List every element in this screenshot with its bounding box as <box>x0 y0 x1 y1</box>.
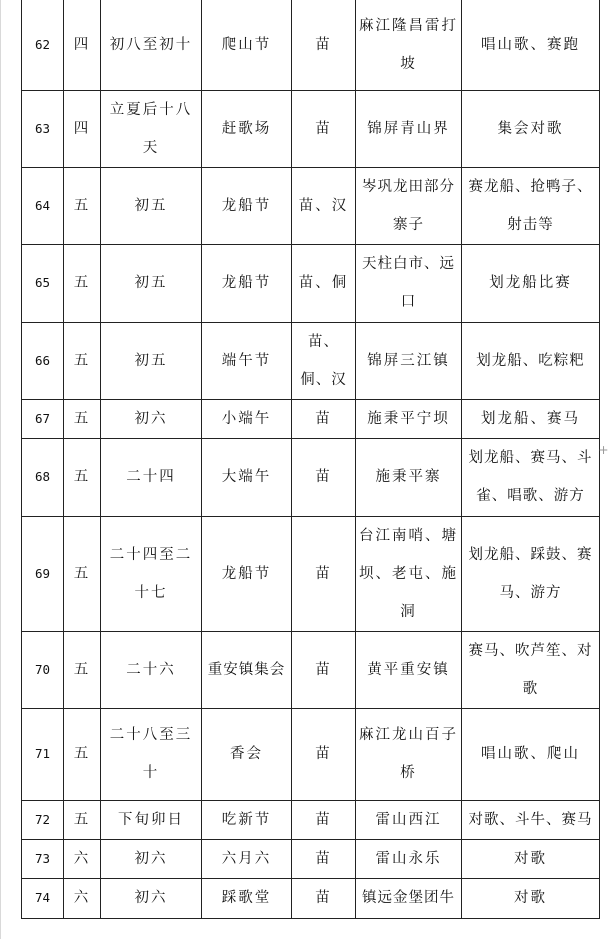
month-cell: 六 <box>64 878 101 918</box>
activity-cell: 划龙船、踩鼓、赛马、游方 <box>462 516 600 631</box>
date-cell: 初六 <box>101 878 202 918</box>
table-row <box>22 631 600 708</box>
festival-cell: 龙船节 <box>202 244 292 322</box>
row-number: 62 <box>22 0 64 90</box>
row-number: 71 <box>22 708 64 800</box>
ethnic-cell: 苗、汉 <box>292 167 356 244</box>
row-number: 67 <box>22 399 64 438</box>
place-cell: 麻江隆昌雷打坡 <box>356 0 462 90</box>
table-row <box>22 244 600 322</box>
activity-cell: 对歌 <box>462 878 600 918</box>
festival-cell: 爬山节 <box>202 0 292 90</box>
place-cell: 施秉平寨 <box>356 438 462 516</box>
month-cell: 五 <box>64 438 101 516</box>
ethnic-cell: 苗 <box>292 516 356 631</box>
table-row <box>22 322 600 399</box>
ethnic-cell: 苗 <box>292 438 356 516</box>
ethnic-cell: 苗 <box>292 0 356 90</box>
place-cell: 锦屏三江镇 <box>356 322 462 399</box>
date-cell: 立夏后十八天 <box>101 90 202 167</box>
date-cell: 二十六 <box>101 631 202 708</box>
date-cell: 初六 <box>101 839 202 878</box>
row-number: 65 <box>22 244 64 322</box>
month-cell: 五 <box>64 399 101 438</box>
activity-cell: 划龙船、吃粽粑 <box>462 322 600 399</box>
date-cell: 二十四至二十七 <box>101 516 202 631</box>
festival-cell: 香会 <box>202 708 292 800</box>
festival-cell: 踩歌堂 <box>202 878 292 918</box>
date-cell: 二十八至三十 <box>101 708 202 800</box>
table-row <box>22 438 600 516</box>
place-cell: 镇远金堡团牛 <box>356 878 462 918</box>
activity-cell: 唱山歌、赛跑 <box>462 0 600 90</box>
row-number: 74 <box>22 878 64 918</box>
month-cell: 五 <box>64 244 101 322</box>
date-cell: 初八至初十 <box>101 0 202 90</box>
activity-cell: 赛马、吹芦笙、对歌 <box>462 631 600 708</box>
table-row <box>22 878 600 918</box>
table-row <box>22 399 600 438</box>
festival-cell: 龙船节 <box>202 167 292 244</box>
table-row <box>22 167 600 244</box>
place-cell: 台江南哨、塘坝、老屯、施洞 <box>356 516 462 631</box>
activity-cell: 对歌、斗牛、赛马 <box>462 800 600 839</box>
row-number: 69 <box>22 516 64 631</box>
place-cell: 雷山西江 <box>356 800 462 839</box>
page-left-edge <box>0 0 1 939</box>
activity-cell: 集会对歌 <box>462 90 600 167</box>
table-add-column-handle[interactable]: + <box>598 443 609 457</box>
place-cell: 麻江龙山百子桥 <box>356 708 462 800</box>
place-cell: 黄平重安镇 <box>356 631 462 708</box>
date-cell: 下旬卯日 <box>101 800 202 839</box>
place-cell: 岑巩龙田部分寨子 <box>356 167 462 244</box>
festival-table <box>21 0 600 919</box>
activity-cell: 唱山歌、爬山 <box>462 708 600 800</box>
ethnic-cell: 苗 <box>292 399 356 438</box>
festival-cell: 龙船节 <box>202 516 292 631</box>
month-cell: 四 <box>64 90 101 167</box>
month-cell: 五 <box>64 800 101 839</box>
month-cell: 六 <box>64 839 101 878</box>
place-cell: 锦屏青山界 <box>356 90 462 167</box>
row-number: 66 <box>22 322 64 399</box>
ethnic-cell: 苗、侗、汉 <box>292 322 356 399</box>
activity-cell: 对歌 <box>462 839 600 878</box>
date-cell: 初五 <box>101 244 202 322</box>
table-row <box>22 800 600 839</box>
activity-cell: 划龙船、赛马 <box>462 399 600 438</box>
place-cell: 施秉平宁坝 <box>356 399 462 438</box>
month-cell: 五 <box>64 516 101 631</box>
place-cell: 天柱白市、远口 <box>356 244 462 322</box>
festival-cell: 端午节 <box>202 322 292 399</box>
date-cell: 初五 <box>101 322 202 399</box>
festival-cell: 大端午 <box>202 438 292 516</box>
ethnic-cell: 苗 <box>292 800 356 839</box>
row-number: 68 <box>22 438 64 516</box>
month-cell: 四 <box>64 0 101 90</box>
place-cell: 雷山永乐 <box>356 839 462 878</box>
activity-cell: 划龙船、赛马、斗雀、唱歌、游方 <box>462 438 600 516</box>
table-row <box>22 708 600 800</box>
month-cell: 五 <box>64 322 101 399</box>
table-row <box>22 0 600 90</box>
festival-cell: 赶歌场 <box>202 90 292 167</box>
ethnic-cell: 苗、侗 <box>292 244 356 322</box>
row-number: 70 <box>22 631 64 708</box>
date-cell: 初五 <box>101 167 202 244</box>
ethnic-cell: 苗 <box>292 839 356 878</box>
table-row <box>22 839 600 878</box>
row-number: 63 <box>22 90 64 167</box>
ethnic-cell: 苗 <box>292 708 356 800</box>
festival-cell: 吃新节 <box>202 800 292 839</box>
date-cell: 初六 <box>101 399 202 438</box>
activity-cell: 划龙船比赛 <box>462 244 600 322</box>
ethnic-cell: 苗 <box>292 878 356 918</box>
row-number: 64 <box>22 167 64 244</box>
month-cell: 五 <box>64 631 101 708</box>
row-number: 73 <box>22 839 64 878</box>
ethnic-cell: 苗 <box>292 90 356 167</box>
table-row <box>22 90 600 167</box>
month-cell: 五 <box>64 708 101 800</box>
activity-cell: 赛龙船、抢鸭子、射击等 <box>462 167 600 244</box>
table-row <box>22 516 600 631</box>
festival-cell: 小端午 <box>202 399 292 438</box>
date-cell: 二十四 <box>101 438 202 516</box>
ethnic-cell: 苗 <box>292 631 356 708</box>
festival-cell: 重安镇集会 <box>202 631 292 708</box>
row-number: 72 <box>22 800 64 839</box>
month-cell: 五 <box>64 167 101 244</box>
festival-cell: 六月六 <box>202 839 292 878</box>
